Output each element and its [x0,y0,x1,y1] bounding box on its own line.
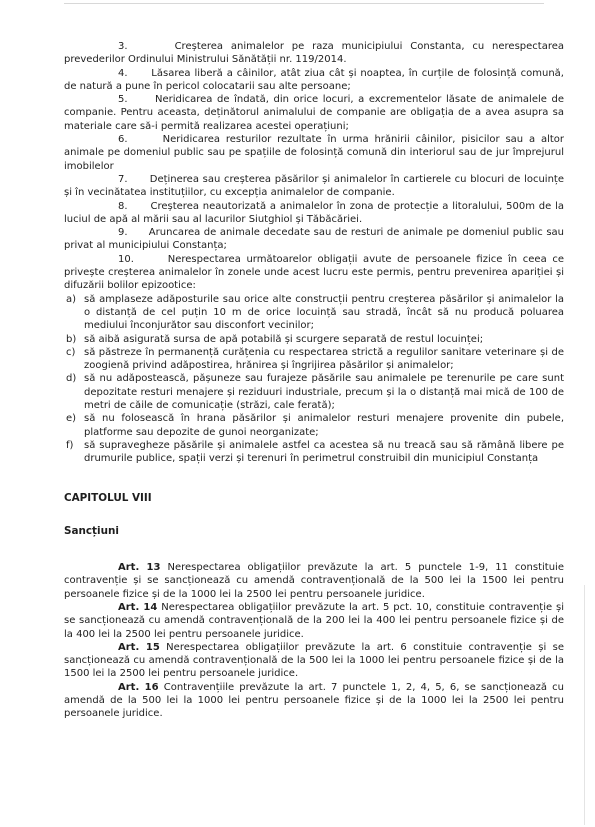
sublist-text: să nu folosească în hrana păsărilor și animalelor resturi menajere provenite din pubele, platforme sau depozite de gunoi neorganizate; [84,413,564,438]
list-item: 9. Aruncarea de animale decedate sau de resturi de animale pe domeniul public sau privat al municipiului Constanța; [64,227,564,252]
sublist-marker: c) [66,346,76,358]
page-margin-rule [584,585,585,825]
page-top-rule [64,3,544,4]
article-label: Art. 16 [118,681,159,693]
list-item: 3. Creșterea animalelor pe raza municipiului Constanta, cu nerespectarea prevederilor Ordinului Ministrului Sănătății nr. 119/2014. [64,41,564,66]
article-text: Contravențiile prevăzute la art. 7 punctele 1, 2, 4, 5, 6, se sancționează cu amendă de la 500 lei la 1000 lei pentru persoanele fizice și de la 1000 lei la 2500 lei pentru persoanele juridice. [64,681,564,720]
sublist-text: să amplaseze adăposturile sau orice alte construcții pentru creșterea păsărilor și animalelor la o distanță de cel puțin 10 m de orice locuință sau stradă, încât să nu producă poluarea mediului înconjurător sau disconfort vecinilor; [84,293,564,332]
sublist-item [64,372,564,412]
article-14 [64,601,564,641]
article-label: Art. 14 [118,601,158,613]
sublist-item [64,293,564,333]
sublist-marker: f) [66,439,74,451]
article-label: Art. 13 [118,562,161,574]
article-13 [64,561,564,601]
list-item: 4. Lăsarea liberă a câinilor, atât ziua cât și noaptea, în curțile de folosință comună, de natură a pune în pericol colocatarii sau alte persoane; [64,67,564,92]
obligations-sublist [64,293,564,466]
list-item: 8. Creșterea neautorizată a animalelor în zona de protecție a litoralului, 500m de la luciul de apă al mării sau al lacurilor Siutghiol și Tăbăcăriei. [64,200,564,225]
article-16 [64,681,564,721]
list-item: 7. Deținerea sau creșterea păsărilor și animalelor în cartierele cu blocuri de locuințe și în vecinătatea instituțiilor, cu excepția animalelor de companie. [64,173,564,199]
list-item: 6. Neridicarea resturilor rezultate în urma hrănirii câinilor, pisicilor sau a altor animale pe domeniul public sau pe spațiile de folosință comună din interiorul sau de jur împrejurul imobilelor [64,134,564,172]
article-text: Nerespectarea obligațiilor prevăzute la art. 5 pct. 10, constituie contravenție și se sancționează cu amendă contravențională de la 200 lei la 400 lei pentru persoanele fizice și de la 400 lei la 2500 lei pentru persoanele juridice. [64,601,564,640]
article-label: Art. 15 [118,641,160,653]
list-item: 5. Neridicarea de îndată, din orice locuri, a excrementelor lăsate de animalele de companie. Pentru aceasta, deținătorul animalului de companie are obligația de a avea asupra sa materiale care să-i permită realizarea acestei operațiuni; [64,94,564,132]
sublist-item [64,439,564,466]
sublist-item [64,346,564,373]
sublist-text: să nu adăpostească, pășuneze sau furajeze păsările sau animalele pe terenurile pe care sunt depozitate resturi menajere și reziduuri industriale, precum și la o distanță mai mică de 100 de metri de căile de comunicație (străzi, cale ferată); [84,373,564,412]
section-heading: Sancțiuni [64,524,119,537]
article-text: Nerespectarea obligațiilor prevăzute la art. 6 constituie contravenție și se sancționează cu amendă contravențională de la 500 lei la 1000 lei pentru persoanele fizice și de la 1500 lei la 2500 lei pentru persoanele juridice. [64,641,564,680]
sublist-marker: a) [66,293,77,305]
sublist-text: să supravegheze păsările și animalele astfel ca acestea să nu treacă sau să rămână libere pe drumurile publice, spații verzi și terenuri în perimetrul construibil din municipiul Constanța [84,439,564,465]
document-body [64,40,564,721]
article-text: Nerespectarea obligațiilor prevăzute la art. 5 punctele 1-9, 11 constituie contravenție și se sancționează cu amendă contravențională de la 500 lei la 1500 lei pentru persoanele fizice și de la 1000 lei la 2500 lei pentru persoanele juridice. [64,562,564,600]
sublist-text: să aibă asigurată sursa de apă potabilă și scurgere separată de restul locuinței; [84,333,484,345]
list-item: 10. Nerespectarea următoarelor obligații avute de persoanele fizice în ceea ce privește creșterea animalelor în zonele unde acest lucru este permis, pentru prevenirea apariției și difuzării bolilor epizootice: [64,253,564,292]
sublist-item [64,412,564,439]
article-15 [64,641,564,681]
sublist-marker: e) [66,413,77,425]
chapter-heading: CAPITOLUL VIII [64,491,152,504]
sublist-item [64,333,564,346]
sublist-text: să păstreze în permanență curățenia cu respectarea strictă a regulilor sanitare veterinare și de zoogienă privind adăpostirea, hrănirea și îngrijirea păsărilor și animalelor; [84,346,564,372]
sublist-marker: b) [66,333,77,345]
sublist-marker: d) [66,373,77,385]
